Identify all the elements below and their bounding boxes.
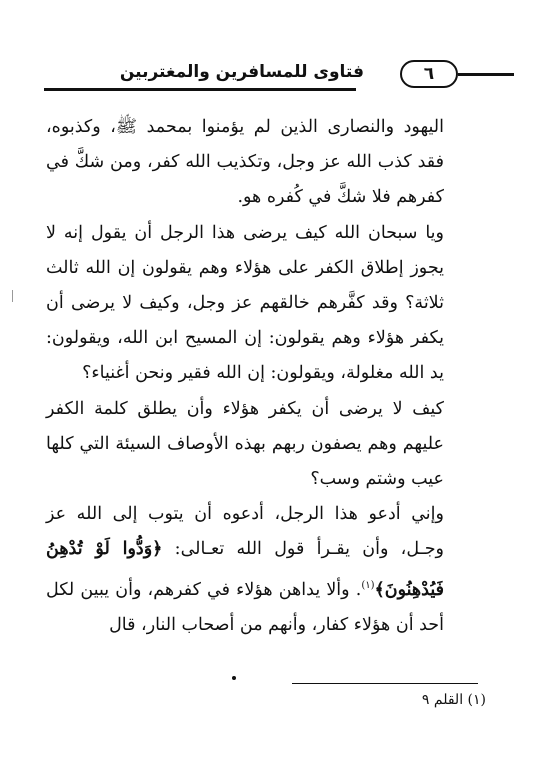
paragraph-3: كيف لا يرضى أن يكفر هؤلاء وأن يطلق كلمة الكفر عليهم وهم يصفون ربهم بهذه الأوصاف السيئة التي كلها عيب وشتم وسب؟ [46, 398, 444, 490]
footnote: (١) القلم ٩ [421, 692, 486, 708]
paragraph-4 [46, 497, 444, 643]
header-rule-left [44, 88, 356, 91]
paragraph-4-intro: وإني أدعو هذا الرجل، أدعوه أن يتوب إلى الله عز وجـل، وأن يقـرأ قول الله تعـالى: [46, 504, 444, 560]
paragraph-2: ويا سبحان الله كيف يرضى هذا الرجل أن يقول إنه لا يجوز إطلاق الكفر على هؤلاء وهم يقولون إن الله ثالث ثلاثة؟ وقد كفَّرهم خالقهم عز وجل، وكيف لا يرضى أن يكفر هؤلاء وهم يقولون: إن المسيح ابن الله، ويقولون: يد الله مغلولة، ويقولون: إن الله فقير ونحن أغنياء؟ [46, 222, 444, 384]
paragraph-1: اليهود والنصارى الذين لم يؤمنوا بمحمد ﷺ، وكذبوه، فقد كذب الله عز وجل، وتكذيب الله كفر، ومن شكَّ في كفرهم فلا شكَّ في كُفره هو. [46, 117, 444, 208]
page-header [44, 60, 514, 94]
quran-quote: ﴿وَدُّوا لَوْ تُدْهِنُ فَيُدْهِنُونَ﴾ [46, 539, 444, 600]
print-dot [232, 676, 236, 680]
footnote-reference: (١) [361, 579, 375, 591]
margin-mark [12, 290, 13, 302]
paragraph-4-rest: . وألا يداهن هؤلاء في كفرهم، وأن يبين لكل أحد أن هؤلاء كفار، وأنهم من أصحاب النار، قال [46, 579, 444, 635]
book-title: فتاوى للمسافرين والمغتربين [119, 62, 364, 82]
footnote-separator [292, 683, 478, 684]
main-text [46, 110, 444, 643]
page-number: ٦ [400, 60, 458, 88]
header-rule-right [458, 73, 514, 76]
